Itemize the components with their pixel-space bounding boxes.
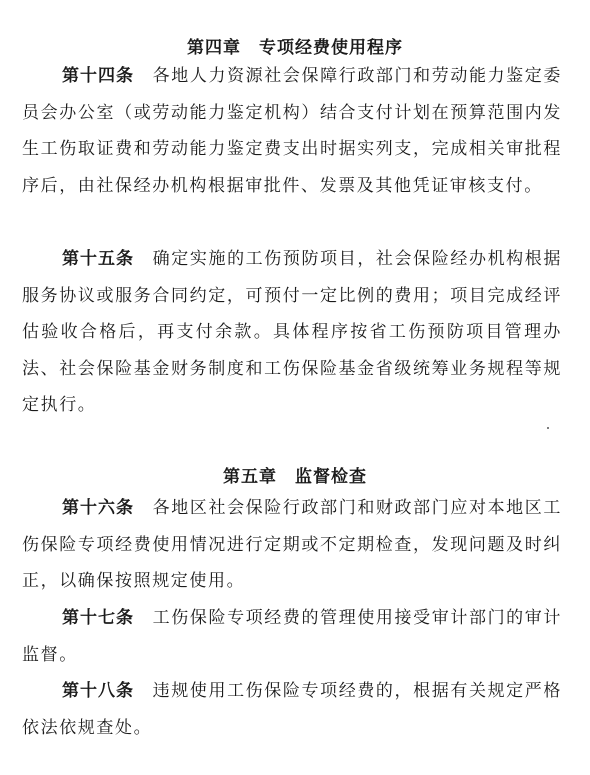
article-15-text: 确定实施的工伤预防项目，社会保险经办机构根据服务协议或服务合同约定，可预付一定比例的费用；项目完成经评估验收合格后，再支付余款。具体程序按省工伤预防项目管理办法、社会保险基金财务制度和工伤保险基金省级统筹业务规程等规定执行。 xyxy=(22,249,562,415)
article-16 xyxy=(22,490,562,600)
article-14-number: 第十四条 xyxy=(62,66,135,86)
article-17-text: 工伤保险专项经费的管理使用接受审计部门的审计监督。 xyxy=(22,608,562,665)
article-18-number: 第十八条 xyxy=(62,681,135,701)
article-16-number: 第十六条 xyxy=(62,498,135,518)
article-15 xyxy=(22,241,562,424)
article-18-text: 违规使用工伤保险专项经费的，根据有关规定严格依法依规查处。 xyxy=(22,681,562,738)
article-16-text: 各地区社会保险行政部门和财政部门应对本地区工伤保险专项经费使用情况进行定期或不定期检查，发现问题及时纠正，以确保按照规定使用。 xyxy=(22,498,562,591)
article-17 xyxy=(22,600,562,673)
scan-speck xyxy=(547,427,549,429)
article-14 xyxy=(22,58,562,204)
article-14-text: 各地人力资源社会保障行政部门和劳动能力鉴定委员会办公室（或劳动能力鉴定机构）结合支付计划在预算范围内发生工伤取证费和劳动能力鉴定费支出时据实列支，完成相关审批程序后，由社保经办机构根据审批件、发票及其他凭证审核支付。 xyxy=(22,66,562,196)
chapter-5-title: 第五章 监督检查 xyxy=(223,467,367,487)
article-18 xyxy=(22,673,562,746)
article-15-number: 第十五条 xyxy=(62,249,135,269)
article-17-number: 第十七条 xyxy=(62,608,135,628)
chapter-4-title: 第四章 专项经费使用程序 xyxy=(187,38,403,58)
